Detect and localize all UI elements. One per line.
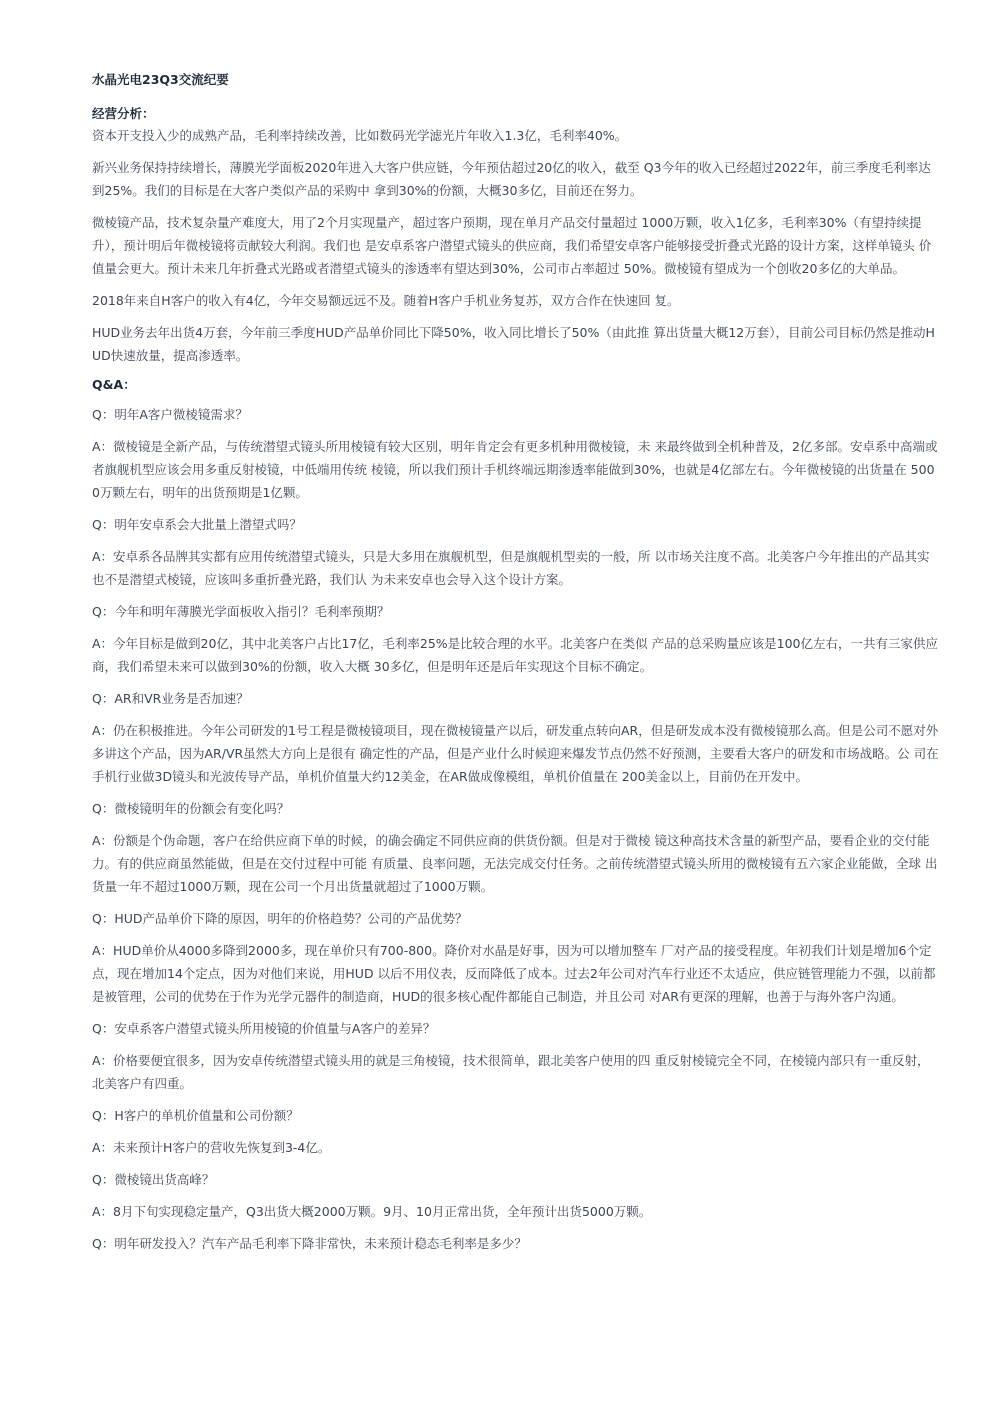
question: Q：安卓系客户潜望式镜头所用棱镜的价值量与A客户的差异？ [92,1021,436,1036]
paragraph: 微棱镜产品，技术复杂量产难度大，用了2个月实现量产，超过客户预期，现在单月产品交付量超过 1000万颗，收入1亿多，毛利率30%（有望持续提升），预计明后年微棱镜将贡献较大利润。我们也 是安卓系客户潜望式镜头的供应商，我们希望安卓客户能够接受折叠式光路的设计方案，这样单镜头 价值量会更大。预计未来几年折叠式光路或者潜望式镜头的渗透率有望达到30%，公司市占率超过 50%。微棱镜有望成为一个创收20多亿的大单品。 [92,215,932,276]
answer: A：未来预计H客户的营收先恢复到3-4亿。 [92,1140,331,1155]
section-heading-analysis: 经营分析： [92,106,155,121]
answer: A：HUD单价从4000多降到2000多，现在单价只有700-800。降价对水晶是好事，因为可以增加整车 厂对产品的接受程度。年初我们计划是增加6个定点，现在增加14个定点，因为对他们来说，用HUD 以后不用仪表，反而降低了成本。过去2年公司对汽车行业还不太适应，供应链管理能力不强，以前都 是被管理，公司的优势在于作为光学元器件的制造商，HUD的很多核心配件都能自己制造，并且公司 对AR有更深的理解，也善于与海外客户沟通。 [92,943,936,1004]
question: Q：微棱镜明年的份额会有变化吗？ [92,801,290,816]
answer: A：份额是个伪命题，客户在给供应商下单的时候，的确会确定不同供应商的供货份额。但是对于微棱 镜这种高技术含量的新型产品，要看企业的交付能力。有的供应商虽然能做，但是在交付过程中可能 有质量、良率问题，无法完成交付任务。之前传统潜望式镜头所用的微棱镜有五六家企业能做，全球 出货量一年不超过1000万颗，现在公司一个月出货量就超过了1000万颗。 [92,833,938,894]
question: Q：明年研发投入？汽车产品毛利率下降非常快，未来预计稳态毛利率是多少？ [92,1236,527,1251]
answer: A：8月下旬实现稳定量产，Q3出货大概2000万颗。9月、10月正常出货，全年预计出货5000万颗。 [92,1204,652,1219]
answer: A：今年目标是做到20亿，其中北美客户占比17亿，毛利率25%是比较合理的水平。北美客户在类似 产品的总采购量应该是100亿左右，一共有三家供应商，我们希望未来可以做到30%的份额，收入大概 30多亿，但是明年还是后年实现这个目标不确定。 [92,636,938,674]
question: Q：HUD产品单价下降的原因，明年的价格趋势？公司的产品优势？ [92,911,468,926]
question: Q：AR和VR业务是否加速？ [92,691,249,706]
answer: A：价格要便宜很多，因为安卓传统潜望式镜头用的就是三角棱镜，技术很简单，跟北美客户使用的四 重反射棱镜完全不同，在棱镜内部只有一重反射，北美客户有四重。 [92,1053,930,1091]
answer: A：安卓系各品牌其实都有应用传统潜望式镜头，只是大多用在旗舰机型，但是旗舰机型卖的一般，所 以市场关注度不高。北美客户今年推出的产品其实也不是潜望式棱镜，应该叫多重折叠光路，我们认 为未来安卓也会导入这个设计方案。 [92,549,930,587]
question: Q：明年安卓系会大批量上潜望式吗？ [92,517,302,532]
question: Q：明年A客户微棱镜需求？ [92,407,248,422]
answer: A：仍在积极推进。今年公司研发的1号工程是微棱镜项目，现在微棱镜量产以后，研发重点转向AR，但是研发成本没有微棱镜那么高。但是公司不愿对外多讲这个产品，因为AR/VR虽然大方向上是很有 确定性的产品，但是产业什么时候迎来爆发节点仍然不好预测，主要看大客户的研发和市场战略。公 司在手机行业做3D镜头和光波传导产品，单机价值量大约12美金，在AR做成像模组，单机价值量在 200美金以上，目前仍在开发中。 [92,723,939,784]
paragraph: 2018年来自H客户的收入有4亿，今年交易额远远不及。随着H客户手机业务复苏，双方合作在快速回 复。 [92,293,680,308]
question: Q：H客户的单机价值量和公司份额？ [92,1108,299,1123]
paragraph: HUD业务去年出货4万套，今年前三季度HUD产品单价同比下降50%，收入同比增长了50%（由此推 算出货量大概12万套），目前公司目标仍然是推动HUD快速放量，提高渗透率。 [92,325,935,363]
paragraph: 资本开支投入少的成熟产品，毛利率持续改善，比如数码光学滤光片年收入1.3亿，毛利率40%。 [92,128,628,143]
question: Q：今年和明年薄膜光学面板收入指引？毛利率预期？ [92,604,390,619]
paragraph: 新兴业务保持持续增长，薄膜光学面板2020年进入大客户供应链，今年预估超过20亿的收入，截至 Q3今年的收入已经超过2022年，前三季度毛利率达到25%。我们的目标是在大客户类似产品的采购中 拿到30%的份额，大概30多亿，目前还在努力。 [92,160,931,198]
answer: A：微棱镜是全新产品，与传统潜望式镜头所用棱镜有较大区别，明年肯定会有更多机种用微棱镜，未 来最终做到全机种普及，2亿多部。安卓系中高端或者旗舰机型应该会用多重反射棱镜，中低端用传统 棱镜，所以我们预计手机终端远期渗透率能做到30%，也就是4亿部左右。今年微棱镜的出货量在 5000万颗左右，明年的出货预期是1亿颗。 [92,439,938,500]
section-heading-qa: Q&A： [92,377,136,392]
document-title: 水晶光电23Q3交流纪要 [92,72,229,87]
question: Q：微棱镜出货高峰？ [92,1172,215,1187]
